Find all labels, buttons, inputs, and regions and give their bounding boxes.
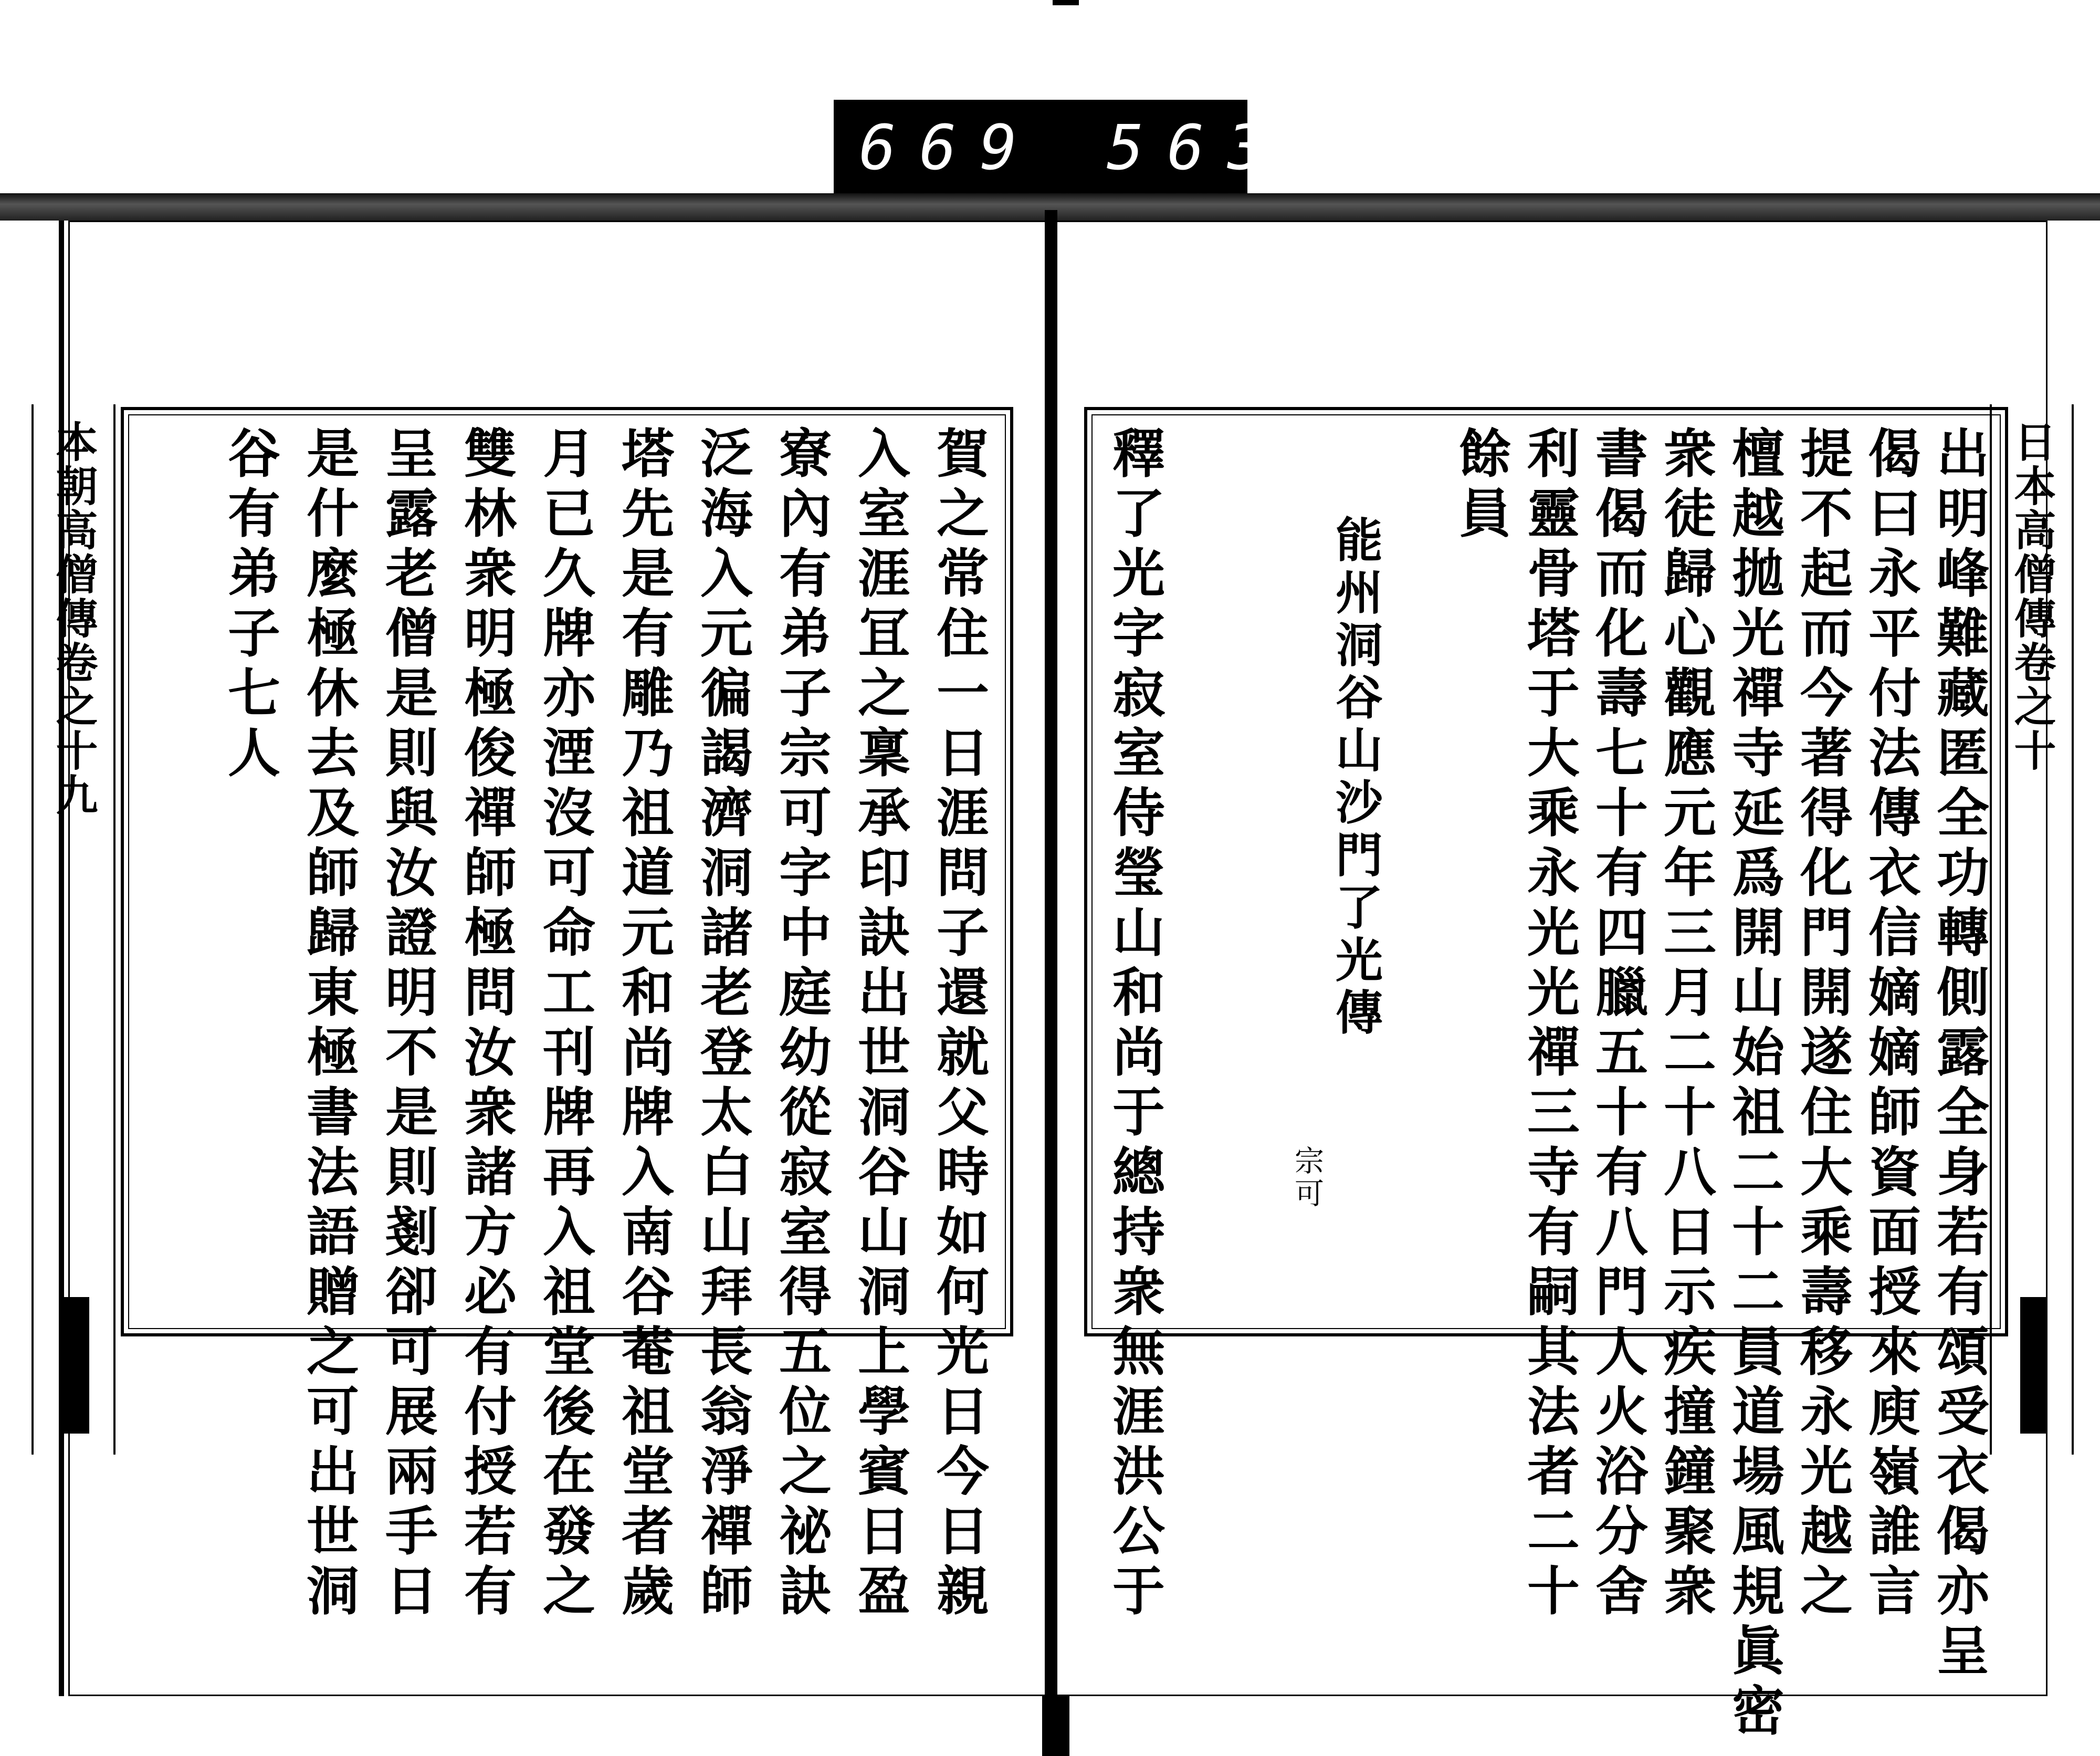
left-text-frame — [121, 407, 1013, 1623]
left-column-5: 塔先是有雕乃祖道元和尚牌入南谷菴祖堂者歲 — [613, 426, 675, 1623]
left-column-9: 是什麼極休去及師歸東極書法語贈之可出世洞 — [298, 426, 360, 1623]
left-column-7: 雙林衆明極俊禪師極問汝衆諸方必有付授若有 — [455, 426, 517, 1623]
right-column-4: 檀越拋光禪寺延爲開山始祖二十二員道場風規眞密 — [1723, 426, 1785, 1743]
page-number-left: 669 — [859, 111, 1041, 184]
right-column-5: 衆徒歸心觀應元年三月二十八日示疾撞鐘聚衆 — [1655, 426, 1717, 1623]
scan-top-mark — [1053, 0, 1079, 5]
left-margin-title: 本朝高僧傳卷之十九 — [49, 420, 98, 817]
right-column-1: 出明峰難藏匿全功轉側露全身若有頌受衣偈亦呈 — [1928, 426, 1990, 1683]
right-column-last: 釋了光字寂室侍瑩山和尚于總持衆無涯洪公于 — [1104, 426, 1166, 1623]
right-column-3: 提不起而今著得化門開遂住大乘壽移永光越之 — [1791, 426, 1853, 1623]
page-number-right: 563. — [1107, 111, 1349, 184]
right-margin-title: 日本高僧傳卷之十 — [2007, 420, 2056, 773]
biography-heading: 能州洞谷山沙門了光傳 — [1327, 515, 1383, 1040]
left-column-1: 賀之常住一日涯問子還就父時如何光日今日親 — [928, 426, 990, 1623]
book-gutter — [1045, 210, 1057, 1696]
left-margin-strip — [32, 404, 116, 1455]
right-text-frame — [1084, 407, 2008, 1743]
left-column-6: 月已久牌亦湮沒可命工刊牌再入祖堂後在發之 — [534, 426, 596, 1623]
scan-bottom-mark — [1042, 1696, 1069, 1756]
right-margin-mark — [2020, 1297, 2048, 1434]
left-margin-mark — [62, 1297, 89, 1434]
heading-note: 宗可 — [1290, 1145, 1324, 1210]
right-column-2: 偈曰永平付法傳衣信嫡嫡師資面授來庾嶺誰言 — [1860, 426, 1922, 1623]
right-column-7: 利靈骨塔于大乘永光光禪三寺有嗣其法者二十 — [1518, 426, 1580, 1623]
left-column-3: 寮內有弟子宗可字中庭幼從寂室得五位之祕訣 — [770, 426, 832, 1623]
left-column-2: 入室涯冝之稟承印訣出世洞谷山洞上學賓日盈 — [849, 426, 911, 1623]
left-column-8: 呈露老僧是則與汝證明不是則剗卻可展兩手日 — [376, 426, 438, 1623]
left-column-10: 谷有弟子七人 — [219, 426, 281, 785]
right-column-8: 餘員 — [1450, 426, 1512, 546]
page-number-label — [834, 100, 1349, 193]
left-column-4: 泛海入元徧謁濟洞諸老登太白山拜長翁淨禪師 — [691, 426, 753, 1623]
right-column-6: 書偈而化壽七十有四臘五十有八門人火浴分舍 — [1587, 426, 1648, 1623]
